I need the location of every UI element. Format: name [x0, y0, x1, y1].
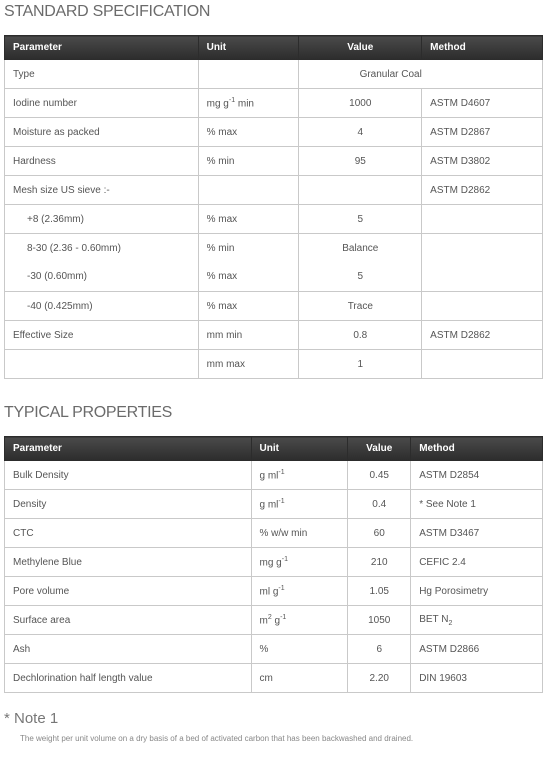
table-row	[5, 461, 543, 490]
value-cell: 1050	[348, 606, 411, 635]
table-row	[5, 89, 543, 118]
table-row	[5, 350, 543, 379]
table-row	[5, 147, 543, 176]
param-cell: CTC	[5, 519, 252, 548]
method-cell: ASTM D2862	[422, 176, 543, 205]
table-row	[5, 263, 543, 292]
value-cell	[299, 176, 422, 205]
table-row	[5, 292, 543, 321]
param-cell: Moisture as packed	[5, 118, 199, 147]
unit-cell: mg $g^{-1}$	[251, 548, 348, 577]
method-cell	[422, 292, 543, 321]
table-row	[5, 234, 543, 263]
note-text: The weight per unit volume on a dry basis of a bed of activated carbon that has been backwashed and drained.	[20, 734, 414, 743]
value-cell: 0.45	[348, 461, 411, 490]
standard-spec-title: STANDARD SPECIFICATION	[4, 3, 211, 20]
method-cell: ASTM D4607	[422, 89, 543, 118]
table-row	[5, 548, 543, 577]
value-cell: 95	[299, 147, 422, 176]
param-cell: +8 (2.36mm)	[5, 205, 199, 234]
param-cell: -40 (0.425mm)	[5, 292, 199, 321]
param-cell: Mesh size US sieve :-	[5, 176, 199, 205]
value-cell: 0.8	[299, 321, 422, 350]
unit-cell: % max	[198, 292, 299, 321]
table-row	[5, 490, 543, 519]
unit-cell: % w/w min	[251, 519, 348, 548]
table-row	[5, 205, 543, 234]
method-cell: CEFIC 2.4	[411, 548, 543, 577]
method-cell: ASTM D2854	[411, 461, 543, 490]
col-header-method: Method	[411, 437, 543, 461]
method-cell: ASTM D3467	[411, 519, 543, 548]
table-row	[5, 606, 543, 635]
table-row	[5, 118, 543, 147]
col-header-unit: Unit	[198, 36, 299, 60]
col-header-parameter: Parameter	[5, 437, 252, 461]
unit-cell: %	[251, 635, 348, 664]
method-cell: Hg Porosimetry	[411, 577, 543, 606]
unit-cell: g $ml^{-1}$	[251, 461, 348, 490]
method-cell	[422, 350, 543, 379]
value-cell: 1	[299, 350, 422, 379]
value-cell: 60	[348, 519, 411, 548]
value-cell: 1000	[299, 89, 422, 118]
value-cell: 1.05	[348, 577, 411, 606]
note-title: * Note 1	[4, 710, 59, 727]
unit-cell: % max	[198, 263, 299, 292]
method-cell: DIN 19603	[411, 664, 543, 693]
unit-cell: % max	[198, 205, 299, 234]
value-cell: 4	[299, 118, 422, 147]
param-cell: Density	[5, 490, 252, 519]
table-row	[5, 60, 543, 89]
value-cell: Granular Coal	[299, 60, 543, 89]
col-header-value: Value	[348, 437, 411, 461]
col-header-method: Method	[422, 36, 543, 60]
table-row	[5, 635, 543, 664]
value-cell: 6	[348, 635, 411, 664]
table-row	[5, 176, 543, 205]
table-row	[5, 519, 543, 548]
method-cell	[422, 263, 543, 292]
method-cell: * See Note 1	[411, 490, 543, 519]
unit-cell: mm max	[198, 350, 299, 379]
unit-cell	[198, 60, 299, 89]
param-cell: Dechlorination half length value	[5, 664, 252, 693]
param-cell: Bulk Density	[5, 461, 252, 490]
param-cell: Type	[5, 60, 199, 89]
unit-cell	[198, 176, 299, 205]
method-cell	[422, 205, 543, 234]
typical-properties-title: TYPICAL PROPERTIES	[4, 404, 172, 421]
param-cell: Surface area	[5, 606, 252, 635]
col-header-value: Value	[299, 36, 422, 60]
col-header-parameter: Parameter	[5, 36, 199, 60]
table-row	[5, 664, 543, 693]
unit-cell: % min	[198, 147, 299, 176]
method-cell: BET $N_2$	[411, 606, 543, 635]
param-cell: Methylene Blue	[5, 548, 252, 577]
unit-cell: ml $g^{-1}$	[251, 577, 348, 606]
col-header-unit: Unit	[251, 437, 348, 461]
method-cell: ASTM D2867	[422, 118, 543, 147]
value-cell: 0.4	[348, 490, 411, 519]
param-cell: Ash	[5, 635, 252, 664]
standard-spec-table	[4, 35, 543, 379]
value-cell: 5	[299, 263, 422, 292]
method-cell: ASTM D3802	[422, 147, 543, 176]
value-cell: Balance	[299, 234, 422, 263]
unit-cell: % min	[198, 234, 299, 263]
param-cell: Effective Size	[5, 321, 199, 350]
typical-properties-table	[4, 436, 543, 693]
value-cell: 5	[299, 205, 422, 234]
method-cell: ASTM D2862	[422, 321, 543, 350]
method-cell	[422, 234, 543, 263]
param-cell: Hardness	[5, 147, 199, 176]
param-cell: -30 (0.60mm)	[5, 263, 199, 292]
param-cell: Pore volume	[5, 577, 252, 606]
param-cell: Iodine number	[5, 89, 199, 118]
unit-cell: mg $g^{-1}$ min	[198, 89, 299, 118]
param-cell: 8-30 (2.36 - 0.60mm)	[5, 234, 199, 263]
unit-cell: % max	[198, 118, 299, 147]
method-cell: ASTM D2866	[411, 635, 543, 664]
param-cell	[5, 350, 199, 379]
value-cell: Trace	[299, 292, 422, 321]
unit-cell: mm min	[198, 321, 299, 350]
value-cell: 210	[348, 548, 411, 577]
unit-cell: $m^2$ $g^{-1}$	[251, 606, 348, 635]
unit-cell: g $ml^{-1}$	[251, 490, 348, 519]
table-row	[5, 577, 543, 606]
unit-cell: cm	[251, 664, 348, 693]
table-row	[5, 321, 543, 350]
value-cell: 2.20	[348, 664, 411, 693]
